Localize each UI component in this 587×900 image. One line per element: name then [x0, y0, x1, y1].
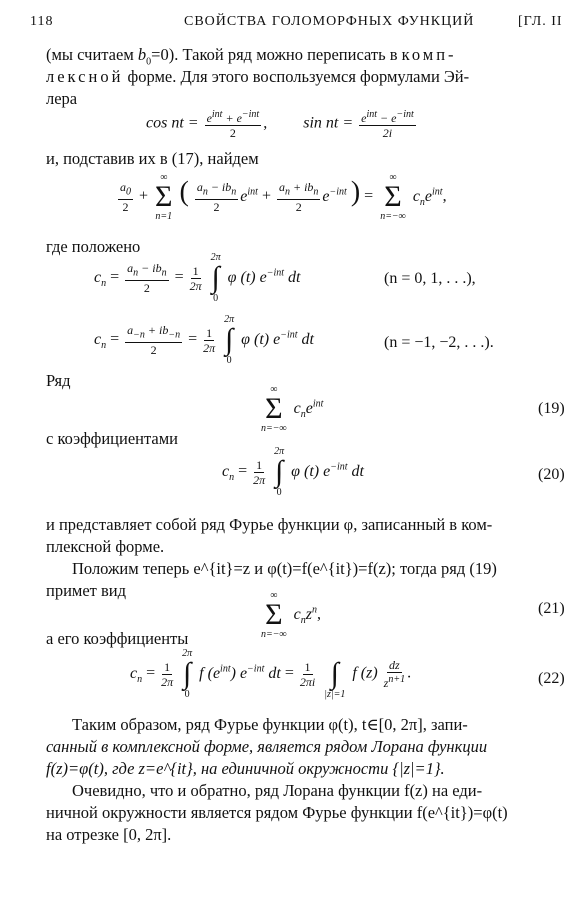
range-positive: (n = 0, 1, . . .), [384, 270, 476, 287]
range-negative: (n = −1, −2, . . .). [384, 334, 494, 351]
text-line-18: на отрезке [0, 2π]. [46, 825, 172, 844]
equation-number-22: (22) [538, 670, 565, 687]
chapter-label: [ГЛ. II [518, 14, 563, 29]
equation-number-20: (20) [538, 466, 565, 483]
text-line-1: (мы считаем $b_0=0$). Такой ряд можно переписать в комп- [46, 45, 457, 68]
text-line-17: ничной окружности является рядом Фурье функции f(e^{it})=φ(t) [46, 803, 508, 822]
text-line-4: и, подставив их в (17), найдем [46, 149, 259, 168]
series-equation: $\frac{a_0}{2}$ + ∞ Σ n=1 ( $\frac{a_n - ib_n}{2}$ $e^{int}$ + $\frac{a_n + ib_n}{2}$ $e^{-int}$ ) = ∞ Σ n=−∞ $c_ne^{int}$, [120, 172, 447, 222]
sin-fraction: $\frac{e^{int} - e^{-int}}{2i}$ [361, 109, 414, 140]
text-line-6: Ряд [46, 371, 71, 390]
text-line-10: Положим теперь e^{it}=z и φ(t)=f(e^{it})=f(z); тогда ряд (19) [72, 559, 497, 578]
sum-sign: ∞ Σ n=1 [155, 172, 173, 222]
text-line-7: с коэффициентами [46, 429, 178, 448]
text-line-11: примет вид [46, 581, 127, 600]
text-line-8: и представляет собой ряд Фурье функции φ, записанный в ком- [46, 515, 493, 534]
text-line-13: Таким образом, ряд Фурье функции φ(t), t∈[0, 2π], запи- [72, 715, 468, 734]
page-number: 118 [30, 14, 54, 29]
equation-number-19: (19) [538, 400, 565, 417]
cn-definition-positive: $c_n$ = $\frac{a_n - ib_n}{2}$ = $\frac{1}{2\pi}$ 2π ∫ 0 φ (t) $e^{-int}$ dt [94, 252, 301, 304]
text-line-16: Очевидно, что и обратно, ряд Лорана функции f(z) на еди- [72, 781, 483, 800]
text-line-5: где положено [46, 237, 141, 256]
text-line-12: а его коэффициенты [46, 629, 189, 648]
text-line-3: лера [46, 89, 78, 108]
equation-20: $c_n$ = $\frac{1}{2\pi}$ 2π ∫ 0 φ (t) $e^{-int}$ dt [222, 446, 364, 498]
equation-22: $c_n$ = $\frac{1}{2\pi}$ 2π ∫ 0 f $(e^{int})$ $e^{-int}$ dt = $\frac{1}{2\pi i}$ ∫ |z|=1 f (z) $\frac{dz}{z^{n+1}}$ . [130, 648, 412, 700]
text-line-2: лексной форме. Для этого воспользуемся формулами Эй- [46, 67, 470, 86]
text-line-15: f(z)=φ(t), где z=e^{it}, на единичной окружности {|z|=1}. [46, 759, 445, 778]
text-line-9: плексной форме. [46, 537, 165, 556]
text-line-14: санный в комплексной форме, является рядом Лорана функции [46, 737, 488, 756]
cos-fraction: $\frac{e^{int} + e^{-int}}{2}$ [206, 109, 260, 140]
cn-definition-negative: $c_n$ = $\frac{a_{-n} + ib_{-n}}{2}$ = $\frac{1}{2\pi}$ 2π ∫ 0 φ (t) $e^{-int}$ dt [94, 314, 314, 366]
running-title: СВОЙСТВА ГОЛОМОРФНЫХ ФУНКЦИЙ [184, 14, 475, 29]
euler-formulas: cos nt = $\frac{e^{int} + e^{-int}}{2}$ , sin nt = $\frac{e^{int} - e^{-int}}{2i}$ [146, 109, 414, 140]
equation-number-21: (21) [538, 600, 565, 617]
equation-19: ∞ Σ n=−∞ $c_ne^{int}$ [261, 384, 324, 434]
equation-21: ∞ Σ n=−∞ $c_nz^n$, [261, 590, 321, 640]
